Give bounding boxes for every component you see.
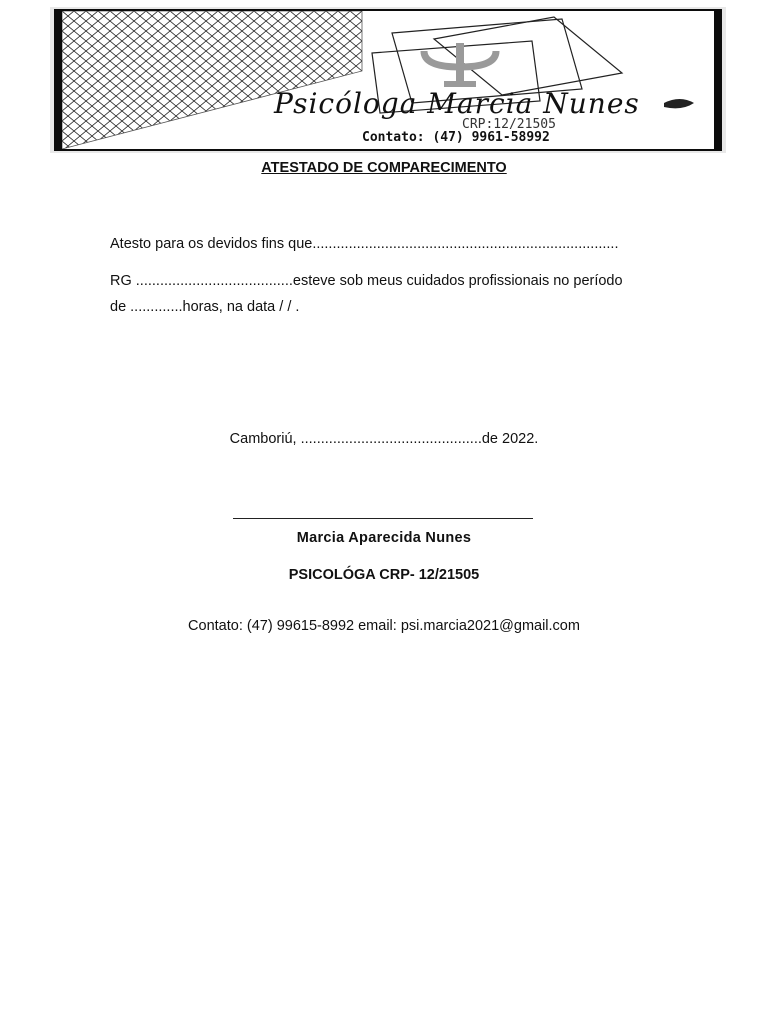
- document-title: ATESTADO DE COMPARECIMENTO: [261, 160, 507, 176]
- header-banner: [50, 7, 726, 153]
- brand-name: Psicóloga Marcia Nunes: [274, 87, 640, 120]
- signer-title: PSICOLÓGA CRP- 12/21505: [288, 567, 480, 583]
- decorative-pattern: [62, 11, 714, 149]
- contact-line: Contato: (47) 99615-8992 email: psi.marcia2021@gmail.com: [188, 618, 580, 634]
- rg-line: RG .......................................esteve sob meus cuidados profissionais no período: [110, 273, 623, 289]
- brand-crp: CRP:12/21505: [462, 117, 556, 132]
- brand-contact: Contato: (47) 9961-58992: [362, 130, 550, 145]
- attest-line: Atesto para os devidos fins que............................................................................: [110, 236, 619, 252]
- banner-frame: [54, 9, 722, 151]
- place-date: Camboriú, .............................................de 2022.: [229, 431, 539, 447]
- date-line: de .............horas, na data / / .: [110, 299, 300, 315]
- signer-name: Marcia Aparecida Nunes: [296, 530, 472, 546]
- banner-panel: [62, 11, 714, 149]
- lattice-triangle: [62, 11, 362, 149]
- signature-line: [233, 518, 533, 519]
